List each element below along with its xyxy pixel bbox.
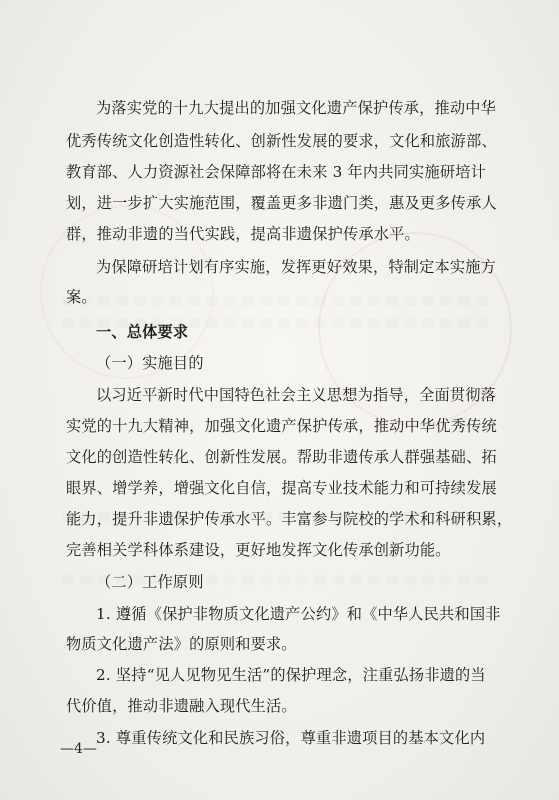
paragraph-line: 完善相关学科体系建设，更好地发挥文化传承创新功能。 — [66, 541, 451, 559]
subsection-heading: （一）实施目的 — [96, 354, 204, 372]
paragraph-line: 教育部、人力资源社会保障部将在未来 3 年内共同实施研培计 — [66, 163, 486, 181]
paragraph-line: 群，推动非遗的当代实践，提高非遗保护传承水平。 — [66, 225, 420, 243]
paragraph-line: 2. 坚持“见人见物见生活”的保护理念，注重弘扬非遗的当 — [96, 666, 486, 684]
paragraph-line: 3. 尊重传统文化和民族习俗，尊重非遗项目的基本文化内 — [96, 729, 486, 747]
paragraph-line: 为保障研培计划有序实施，发挥更好效果，特制定本实施方 — [96, 258, 497, 276]
section-heading: 一、总体要求 — [96, 323, 189, 341]
page-number: —4— — [60, 741, 97, 757]
paragraph-line: 案。 — [66, 288, 97, 306]
paragraph-line: 以习近平新时代中国特色社会主义思想为指导，全面贯彻落 — [96, 386, 497, 404]
paragraph-line: 为落实党的十九大提出的加强文化遗产保护传承，推动中华 — [96, 99, 497, 117]
paragraph-line: 文化的创造性转化、创新性发展。帮助非遗传承人群强基础、拓 — [66, 448, 497, 466]
paragraph-line: 物质文化遗产法》的原则和要求。 — [66, 635, 297, 653]
paragraph-line: 实党的十九大精神，加强文化遗产保护传承，推动中华优秀传统 — [66, 417, 497, 435]
subsection-heading: （二）工作原则 — [96, 573, 204, 591]
paragraph-line: 代价值，推动非遗融入现代生活。 — [66, 697, 297, 715]
paragraph-line: 划，进一步扩大实施范围，覆盖更多非遗门类，惠及更多传承人 — [66, 194, 497, 212]
paragraph-line: 优秀传统文化创造性转化、创新性发展的要求，文化和旅游部、 — [66, 132, 497, 150]
paragraph-line: 能力，提升非遗保护传承水平。丰富参与院校的学术和科研积累， — [66, 510, 513, 528]
paragraph-line: 眼界、增学养，增强文化自信，提高专业技术能力和可持续发展 — [66, 479, 497, 497]
paragraph-line: 1. 遵循《保护非物质文化遗产公约》和《中华人民共和国非 — [96, 605, 501, 623]
